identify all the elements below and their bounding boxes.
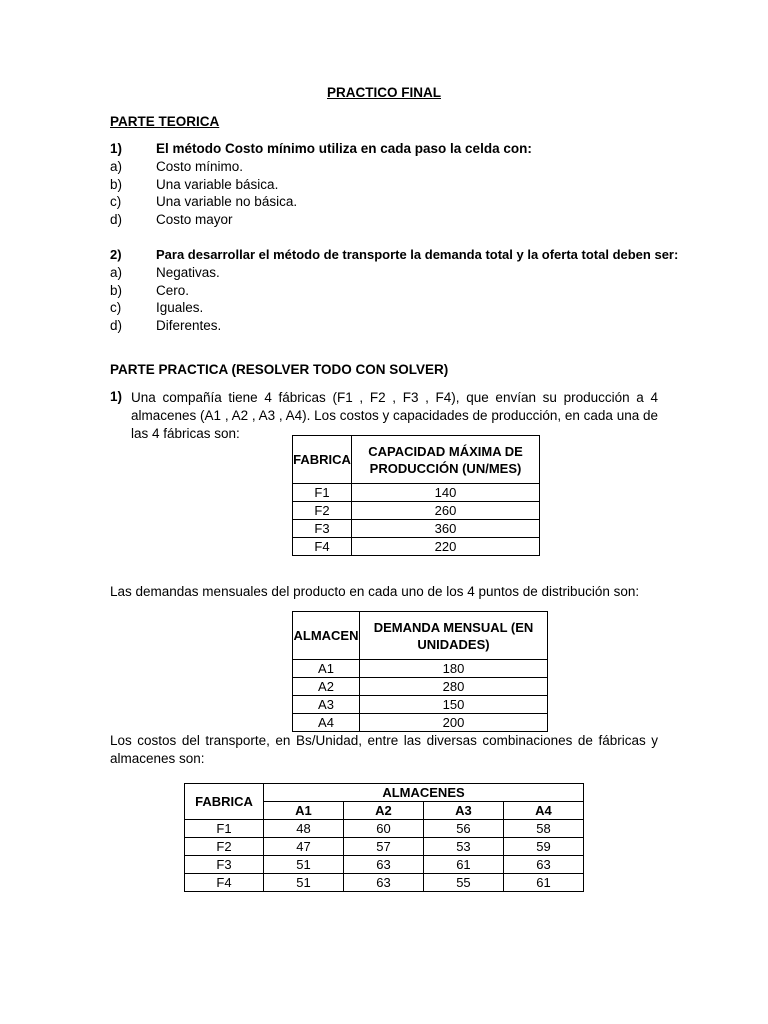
- table-cell: A1: [293, 660, 360, 678]
- table-cell: F2: [293, 502, 352, 520]
- table-row: [293, 678, 548, 696]
- table-row: [185, 838, 584, 856]
- table-cell: 63: [503, 856, 583, 874]
- table-cell: 260: [352, 502, 540, 520]
- demand-table: [292, 611, 548, 732]
- cost-col-factory: FABRICA: [185, 784, 264, 820]
- q2-option-b: [110, 283, 189, 298]
- capacity-table: [292, 435, 540, 556]
- table-cell: 61: [503, 874, 583, 892]
- table-row: [185, 874, 584, 892]
- page-title: PRACTICO FINAL: [327, 85, 441, 100]
- problem-1-text: Una compañía tiene 4 fábricas (F1 , F2 , F3 , F4), que envían su producción a 4 almacenes (A1 , A2 , A3 , A4). Los costos y capacidades de producción, en cada una de las 4 fábricas son:: [131, 390, 658, 441]
- table-cell: 56: [423, 820, 503, 838]
- cost-col-a2: A2: [343, 802, 423, 820]
- table-cell: F3: [293, 520, 352, 538]
- table-cell: 47: [264, 838, 344, 856]
- table-cell: 53: [423, 838, 503, 856]
- table-row: [293, 696, 548, 714]
- table-cell: F4: [185, 874, 264, 892]
- option-letter: d): [110, 212, 123, 227]
- table-row: [293, 538, 540, 556]
- cost-group-header: ALMACENES: [264, 784, 584, 802]
- table-cell: 360: [352, 520, 540, 538]
- option-letter: b): [110, 283, 123, 298]
- table-cell: F1: [185, 820, 264, 838]
- demand-col-demand: DEMANDA MENSUAL (EN UNIDADES): [360, 612, 548, 660]
- capacity-col-factory: FABRICA: [293, 436, 352, 484]
- option-letter: c): [110, 300, 122, 315]
- practice-heading: PARTE PRACTICA (RESOLVER TODO CON SOLVER): [110, 362, 449, 377]
- q1-option-a: [110, 159, 243, 174]
- table-cell: 61: [423, 856, 503, 874]
- cost-col-a3: A3: [423, 802, 503, 820]
- table-cell: A2: [293, 678, 360, 696]
- table-cell: F3: [185, 856, 264, 874]
- demand-intro: Las demandas mensuales del producto en cada uno de los 4 puntos de distribución son:: [110, 584, 640, 599]
- table-cell: 58: [503, 820, 583, 838]
- table-row: [185, 856, 584, 874]
- option-letter: a): [110, 159, 123, 174]
- option-text: Cero.: [156, 283, 190, 298]
- option-letter: c): [110, 194, 122, 209]
- table-cell: F1: [293, 484, 352, 502]
- table-cell: F2: [185, 838, 264, 856]
- q2-option-d: [110, 318, 221, 333]
- question-1: [110, 141, 532, 156]
- table-cell: 59: [503, 838, 583, 856]
- cost-col-a4: A4: [503, 802, 583, 820]
- table-cell: 200: [360, 714, 548, 732]
- table-cell: A3: [293, 696, 360, 714]
- option-letter: b): [110, 177, 123, 192]
- cost-intro: Los costos del transporte, en Bs/Unidad, entre las diversas combinaciones de fábricas y almacenes son:: [110, 733, 658, 766]
- q1-option-c: [110, 194, 297, 209]
- question-2-text: Para desarrollar el método de transporte la demanda total y la oferta total deben ser:: [156, 247, 679, 262]
- table-row: [293, 714, 548, 732]
- option-text: Costo mayor: [156, 212, 233, 227]
- option-letter: a): [110, 265, 123, 280]
- problem-1-number: 1): [110, 389, 123, 404]
- table-row: [293, 502, 540, 520]
- option-text: Una variable básica.: [156, 177, 279, 192]
- table-cell: 48: [264, 820, 344, 838]
- table-row: [293, 520, 540, 538]
- table-row: [293, 660, 548, 678]
- option-text: Una variable no básica.: [156, 194, 298, 209]
- question-1-text: El método Costo mínimo utiliza en cada paso la celda con:: [156, 141, 532, 156]
- q2-option-c: [110, 300, 203, 315]
- option-text: Iguales.: [156, 300, 204, 315]
- table-cell: 220: [352, 538, 540, 556]
- table-cell: 150: [360, 696, 548, 714]
- q2-option-a: [110, 265, 220, 280]
- cost-table: [184, 783, 584, 892]
- cost-col-a1: A1: [264, 802, 344, 820]
- table-cell: 280: [360, 678, 548, 696]
- theory-heading: PARTE TEORICA: [110, 114, 220, 129]
- table-cell: F4: [293, 538, 352, 556]
- question-2: [110, 247, 678, 262]
- table-cell: A4: [293, 714, 360, 732]
- capacity-col-capacity: CAPACIDAD MÁXIMA DE PRODUCCIÓN (UN/MES): [352, 436, 540, 484]
- demand-col-warehouse: ALMACEN: [293, 612, 360, 660]
- table-cell: 63: [343, 856, 423, 874]
- table-cell: 63: [343, 874, 423, 892]
- q1-option-b: [110, 177, 278, 192]
- q1-option-d: [110, 212, 233, 227]
- option-text: Diferentes.: [156, 318, 222, 333]
- table-cell: 180: [360, 660, 548, 678]
- table-cell: 55: [423, 874, 503, 892]
- table-row: [293, 484, 540, 502]
- table-cell: 140: [352, 484, 540, 502]
- table-cell: 57: [343, 838, 423, 856]
- question-2-number: 2): [110, 247, 122, 262]
- option-letter: d): [110, 318, 123, 333]
- option-text: Negativas.: [156, 265, 220, 280]
- question-1-number: 1): [110, 141, 123, 156]
- table-cell: 51: [264, 856, 344, 874]
- table-cell: 60: [343, 820, 423, 838]
- table-cell: 51: [264, 874, 344, 892]
- table-row: [185, 820, 584, 838]
- option-text: Costo mínimo.: [156, 159, 244, 174]
